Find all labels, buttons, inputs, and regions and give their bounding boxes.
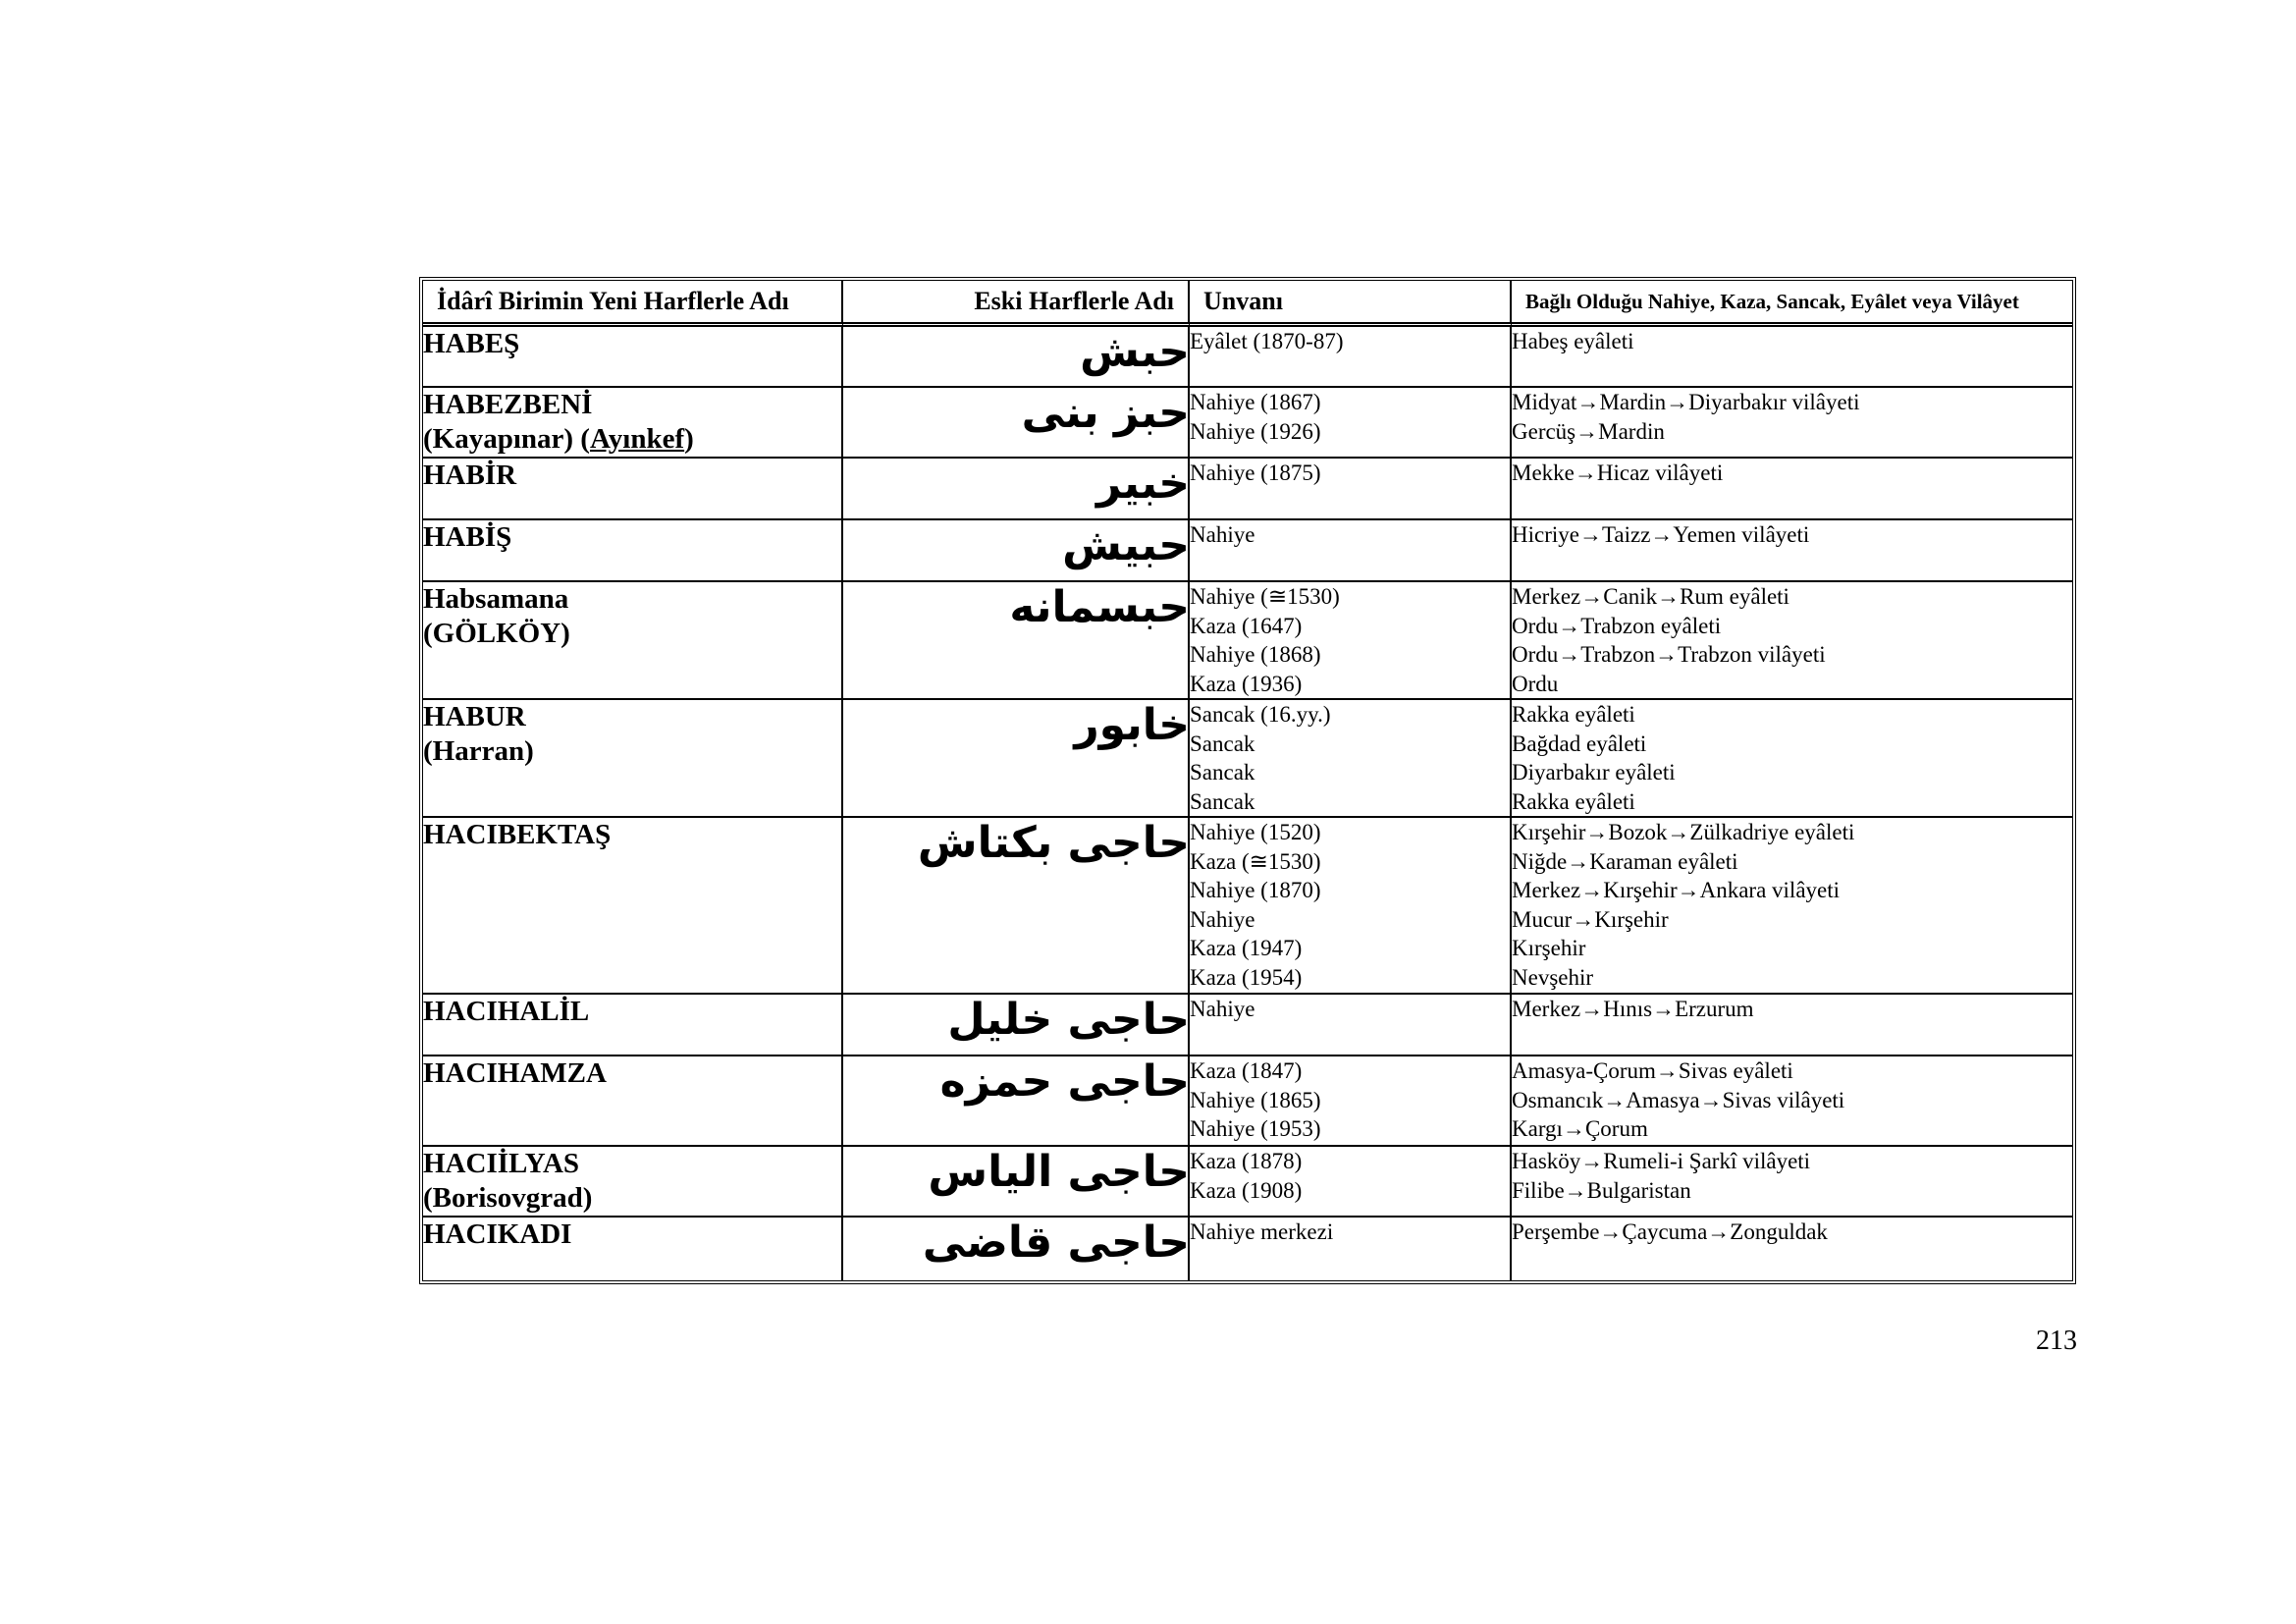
unit-new-name — [423, 459, 843, 520]
unit-name: HABİŞ — [423, 521, 512, 553]
unit-name: HABUR — [423, 701, 526, 732]
table-row — [423, 459, 2072, 520]
unit-affiliation-entry: Perşembe→Çaycuma→Zonguldak — [1512, 1219, 1828, 1244]
unit-title-entry: Kaza (1908) — [1190, 1177, 1303, 1203]
unit-affiliation — [1512, 1218, 2072, 1280]
unit-new-name — [423, 388, 843, 459]
unit-name: HABEZBENİ — [423, 389, 593, 420]
unit-affiliation-entry: Niğde→Karaman eyâleti — [1512, 848, 1738, 874]
unit-titles — [1190, 995, 1512, 1056]
unit-affiliation — [1512, 818, 2072, 995]
unit-title-entry: Kaza (1954) — [1190, 964, 1303, 990]
unit-title-entry: Kaza (1947) — [1190, 936, 1303, 960]
unit-title-entry: Nahiye (1867) — [1190, 390, 1321, 414]
unit-affiliation-entry: Amasya-Çorum→Sivas eyâleti — [1512, 1058, 1793, 1083]
unit-alt-name: (GÖLKÖY) — [423, 618, 570, 649]
unit-affiliation — [1512, 459, 2072, 520]
unit-affiliation-entry: Hasköy→Rumeli-i Şarkî vilâyeti — [1512, 1149, 1811, 1173]
unit-titles — [1190, 1147, 1512, 1218]
gazetteer-page — [419, 277, 2076, 1284]
table-row — [423, 818, 2072, 995]
unit-affiliation-entry: Rakka eyâleti — [1512, 702, 1635, 727]
unit-affiliation-entry: Habeş eyâleti — [1512, 329, 1634, 353]
unit-affiliation — [1512, 995, 2072, 1056]
unit-title-entry: Nahiye merkezi — [1190, 1219, 1334, 1244]
unit-title-entry: Nahiye (1875) — [1190, 460, 1321, 485]
unit-title-entry: Kaza (≅1530) — [1190, 848, 1321, 874]
unit-new-name — [423, 582, 843, 700]
unit-titles — [1190, 388, 1512, 459]
table-row — [423, 1218, 2072, 1280]
unit-title-entry: Kaza (1847) — [1190, 1058, 1303, 1083]
unit-title-entry: Sancak — [1190, 788, 1255, 814]
unit-titles — [1190, 1056, 1512, 1147]
table-row — [423, 388, 2072, 459]
unit-affiliation — [1512, 388, 2072, 459]
unit-affiliation — [1512, 700, 2072, 818]
unit-titles — [1190, 582, 1512, 700]
header-old-name: Eski Harflerle Adı — [843, 281, 1190, 327]
unit-affiliation-entry: Ordu→Trabzon eyâleti — [1512, 613, 1722, 638]
unit-title-entry: Nahiye (1953) — [1190, 1116, 1321, 1141]
unit-affiliation-entry: Mucur→Kırşehir — [1512, 906, 1669, 932]
unit-old-script-name: حاجى قاضى — [843, 1218, 1190, 1280]
unit-name: HACIKADI — [423, 1218, 572, 1250]
unit-old-script-name: حبش — [843, 327, 1190, 388]
header-bound: Bağlı Olduğu Nahiye, Kaza, Sancak, Eyâlet veya Vilâyet — [1512, 281, 2072, 327]
unit-name: HACIHAMZA — [423, 1057, 607, 1089]
unit-title-entry: Eyâlet (1870-87) — [1190, 329, 1344, 353]
unit-titles — [1190, 818, 1512, 995]
table-row — [423, 995, 2072, 1056]
unit-affiliation — [1512, 1056, 2072, 1147]
unit-title-entry: Nahiye (1865) — [1190, 1087, 1321, 1112]
unit-affiliation-entry: Nevşehir — [1512, 964, 1594, 990]
unit-title-entry: Kaza (1647) — [1190, 613, 1303, 638]
alt-name-underlined: Ayınkef — [589, 423, 685, 455]
unit-title-entry: Nahiye (1870) — [1190, 878, 1321, 902]
unit-old-script-name: خابور — [843, 700, 1190, 818]
table-header-row — [423, 281, 2072, 327]
unit-titles — [1190, 700, 1512, 818]
unit-old-script-name: حبيش — [843, 520, 1190, 582]
unit-affiliation-entry: Kırşehir — [1512, 936, 1586, 960]
unit-old-script-name: حاجى حمزه — [843, 1056, 1190, 1147]
unit-affiliation-entry: Hicriye→Taizz→Yemen vilâyeti — [1512, 522, 1810, 547]
unit-titles — [1190, 520, 1512, 582]
table-row — [423, 700, 2072, 818]
table-row — [423, 1147, 2072, 1218]
unit-affiliation — [1512, 582, 2072, 700]
unit-titles — [1190, 459, 1512, 520]
table-row — [423, 1056, 2072, 1147]
unit-affiliation-entry: Mekke→Hicaz vilâyeti — [1512, 460, 1724, 485]
unit-new-name — [423, 1218, 843, 1280]
header-title: Unvanı — [1190, 281, 1512, 327]
unit-title-entry: Sancak — [1190, 731, 1255, 756]
unit-name: HACIHALİL — [423, 996, 590, 1027]
unit-titles — [1190, 327, 1512, 388]
unit-new-name — [423, 1056, 843, 1147]
unit-affiliation-entry: Filibe→Bulgaristan — [1512, 1177, 1691, 1203]
unit-new-name — [423, 995, 843, 1056]
unit-name: HACIİLYAS — [423, 1148, 580, 1179]
unit-new-name — [423, 520, 843, 582]
table-row — [423, 582, 2072, 700]
unit-title-entry: Nahiye (1868) — [1190, 642, 1321, 667]
unit-affiliation-entry: Rakka eyâleti — [1512, 788, 1635, 814]
unit-alt-name — [423, 422, 841, 457]
unit-new-name — [423, 700, 843, 818]
unit-affiliation-entry: Midyat→Mardin→Diyarbakır vilâyeti — [1512, 390, 1860, 414]
unit-new-name — [423, 818, 843, 995]
unit-new-name — [423, 1147, 843, 1218]
unit-alt-name: (Borisovgrad) — [423, 1182, 593, 1214]
table-row — [423, 520, 2072, 582]
unit-title-entry: Kaza (1878) — [1190, 1149, 1303, 1173]
unit-title-entry: Nahiye — [1190, 906, 1255, 932]
unit-affiliation-entry: Kırşehir→Bozok→Zülkadriye eyâleti — [1512, 820, 1855, 844]
unit-old-script-name: حبز بنى — [843, 388, 1190, 459]
unit-affiliation-entry: Ordu→Trabzon→Trabzon vilâyeti — [1512, 642, 1826, 667]
unit-affiliation-entry: Osmancık→Amasya→Sivas vilâyeti — [1512, 1087, 1845, 1112]
unit-name: HABEŞ — [423, 328, 520, 359]
unit-affiliation-entry: Merkez→Kırşehir→Ankara vilâyeti — [1512, 878, 1841, 902]
unit-affiliation — [1512, 1147, 2072, 1218]
unit-title-entry: Nahiye — [1190, 997, 1255, 1021]
unit-alt-name: (Harran) — [423, 735, 534, 767]
unit-affiliation-entry: Merkez→Hınıs→Erzurum — [1512, 997, 1754, 1021]
unit-title-entry: Sancak (16.yy.) — [1190, 702, 1331, 727]
unit-affiliation-entry: Merkez→Canik→Rum eyâleti — [1512, 584, 1789, 609]
unit-title-entry: Sancak — [1190, 760, 1255, 785]
unit-title-entry: Nahiye (1520) — [1190, 820, 1321, 844]
unit-name: HABİR — [423, 460, 517, 491]
table-row — [423, 327, 2072, 388]
unit-affiliation-entry: Gercüş→Mardin — [1512, 418, 1665, 444]
unit-title-entry: Kaza (1936) — [1190, 671, 1303, 696]
unit-name: HACIBEKTAŞ — [423, 819, 612, 850]
unit-old-script-name: حاجى خليل — [843, 995, 1190, 1056]
administrative-units-table — [419, 277, 2076, 1284]
unit-new-name — [423, 327, 843, 388]
header-new-name: İdârî Birimin Yeni Harflerle Adı — [423, 281, 843, 327]
unit-affiliation-entry: Ordu — [1512, 671, 1559, 696]
unit-old-script-name: حاجى الياس — [843, 1147, 1190, 1218]
unit-name: Habsamana — [423, 583, 569, 615]
unit-old-script-name: حاجى بكتاش — [843, 818, 1190, 995]
unit-title-entry: Nahiye — [1190, 522, 1255, 547]
unit-affiliation-entry: Bağdad eyâleti — [1512, 731, 1647, 756]
unit-affiliation — [1512, 520, 2072, 582]
unit-titles — [1190, 1218, 1512, 1280]
unit-title-entry: Nahiye (1926) — [1190, 418, 1321, 444]
page-number: 213 — [2036, 1326, 2077, 1356]
alt-name-prefix: (Kayapınar) ( — [423, 423, 590, 455]
unit-affiliation-entry: Diyarbakır eyâleti — [1512, 760, 1676, 785]
unit-old-script-name: خبير — [843, 459, 1190, 520]
unit-title-entry: Nahiye (≅1530) — [1190, 584, 1340, 609]
alt-name-suffix: ) — [684, 423, 694, 455]
unit-affiliation-entry: Kargı→Çorum — [1512, 1116, 1648, 1141]
unit-affiliation — [1512, 327, 2072, 388]
unit-old-script-name: حبسمانه — [843, 582, 1190, 700]
